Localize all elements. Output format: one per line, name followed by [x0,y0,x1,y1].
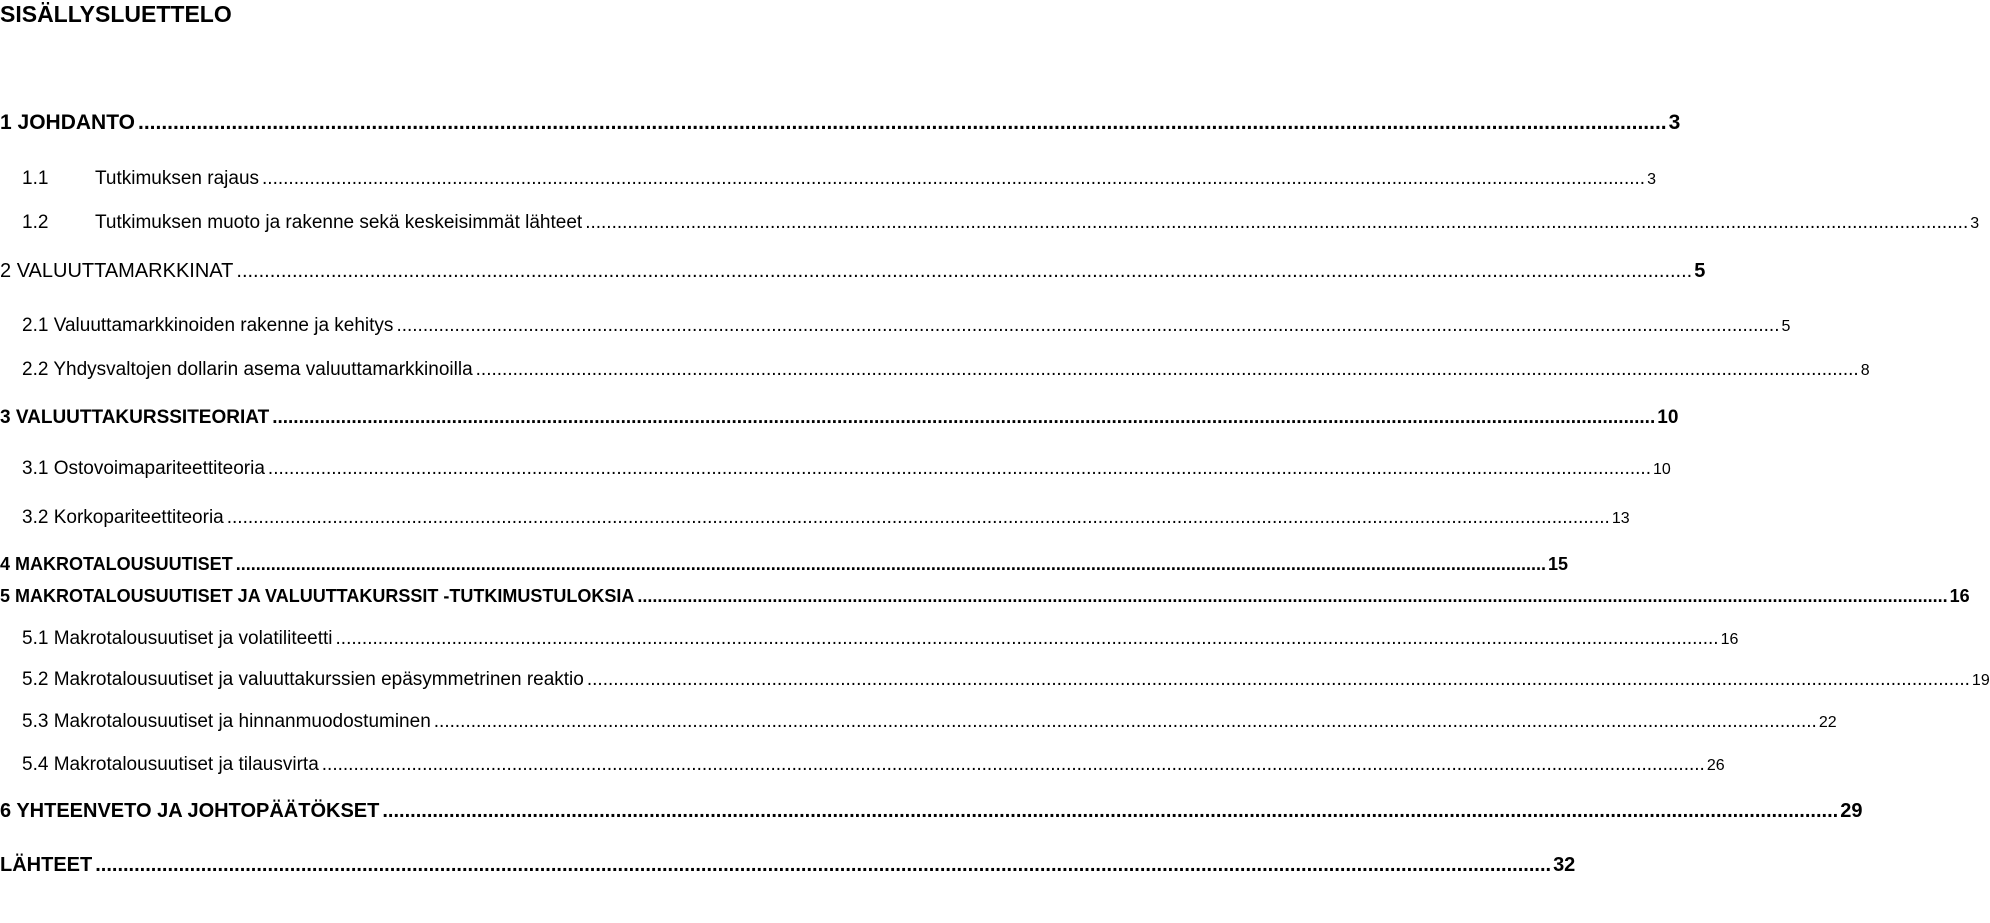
toc-page-number: 8 [1860,362,1870,379]
toc-entry-section-5-1[interactable] [0,626,1739,653]
toc-page-number: 26 [1706,757,1725,774]
dot-leader [262,166,1645,192]
toc-entry-label: 5.3 Makrotalousuutiset ja hinnanmuodostuminen [22,711,431,732]
toc-entry-section-5-3[interactable] [0,709,1837,736]
toc-entry-section-2-2[interactable] [0,357,1870,384]
toc-entry-label: 5.4 Makrotalousuutiset ja tilausvirta [22,754,319,775]
dot-leader [95,852,1551,878]
toc-entry-chapter-6[interactable] [0,798,1863,824]
toc-page-number: 29 [1840,800,1863,822]
toc-page-number: 5 [1694,260,1706,282]
dot-leader [138,110,1667,136]
toc-entry-label: 2.2 Yhdysvaltojen dollarin asema valuuttamarkkinoilla [22,359,473,380]
toc-page-number: 10 [1652,461,1671,478]
toc-entry-chapter-5[interactable] [0,583,1970,609]
toc-page-number: 13 [1611,510,1630,527]
toc-entry-label: 3 VALUUTTAKURSSITEORIAT [0,407,270,428]
toc-page-number: 10 [1657,407,1679,428]
dot-leader [637,583,1947,609]
toc-entry-section-2-1[interactable] [0,313,1791,340]
toc-entry-references[interactable] [0,852,1576,878]
dot-leader [434,709,1817,735]
toc-page-number: 32 [1553,854,1576,876]
toc-page-number: 16 [1720,631,1739,648]
dot-leader [236,258,1692,284]
toc-entry-section-1-1[interactable] [0,166,1656,193]
dot-leader [476,357,1859,383]
dot-leader [268,456,1651,482]
toc-entry-label: 2.1 Valuuttamarkkinoiden rakenne ja kehitys [22,315,394,336]
toc-entry-label: 5 MAKROTALOUSUUTISET JA VALUUTTAKURSSIT -TUTKIMUSTULOKSIA [0,586,635,606]
toc-entry-label: 1.2 Tutkimuksen muoto ja rakenne sekä keskeisimmät lähteet [22,212,583,233]
toc-page-number: 22 [1818,714,1837,731]
toc-entry-label: 1.1 Tutkimuksen rajaus [22,168,260,189]
toc-entry-label: 3.1 Ostovoimapariteettiteoria [22,458,265,479]
dot-leader [382,798,1838,824]
toc-entry-label: 1 JOHDANTO [0,111,135,134]
dot-leader [585,210,1968,236]
toc-entry-chapter-1[interactable] [0,110,1681,136]
toc-entry-label: 4 MAKROTALOUSUUTISET [0,554,233,574]
dot-leader [587,667,1970,693]
toc-entry-section-3-2[interactable] [0,505,1630,532]
toc-entry-chapter-3[interactable] [0,405,1679,431]
toc-entry-label: 5.1 Makrotalousuutiset ja volatiliteetti [22,628,333,649]
toc-entry-label: 6 YHTEENVETO JA JOHTOPÄÄTÖKSET [0,800,380,822]
toc-entry-section-5-4[interactable] [0,752,1725,779]
toc-entry-label: LÄHTEET [0,854,93,876]
toc-entry-chapter-4[interactable] [0,551,1568,577]
toc-page-number: 16 [1949,586,1970,606]
dot-leader [236,551,1546,577]
toc-entry-section-5-2[interactable] [0,667,1990,694]
toc-entry-chapter-2[interactable] [0,258,1706,284]
toc-entry-label: 5.2 Makrotalousuutiset ja valuuttakurssien epäsymmetrinen reaktio [22,669,584,690]
toc-entry-label: 3.2 Korkopariteettiteoria [22,507,224,528]
dot-leader [272,405,1655,431]
page-title: SISÄLLYSLUETTELO [0,1,232,27]
toc-entry-section-1-2[interactable] [0,210,1980,237]
toc-page-number: 5 [1781,318,1791,335]
dot-leader [227,505,1610,531]
dot-leader [396,313,1779,339]
toc-page-number: 3 [1668,111,1681,134]
toc-entry-section-3-1[interactable] [0,456,1671,483]
dot-leader [336,626,1719,652]
toc-page-number: 3 [1647,171,1656,188]
toc-page-number: 3 [1970,215,1980,232]
toc-page-number: 15 [1547,554,1568,574]
toc-page-number: 19 [1971,672,1990,689]
dot-leader [322,752,1705,778]
toc-entry-label: 2 VALUUTTAMARKKINAT [0,260,234,282]
